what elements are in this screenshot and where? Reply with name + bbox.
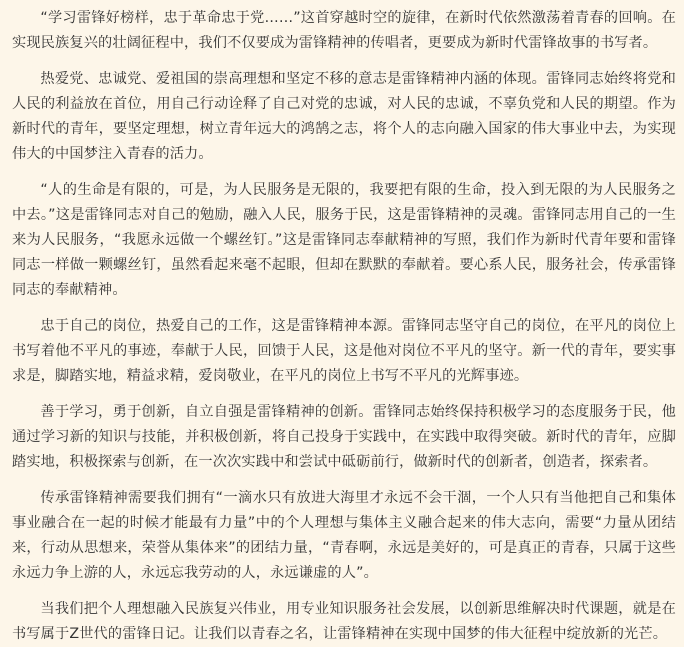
paragraph-conclusion: 当我们把个人理想融入民族复兴伟业，用专业知识服务社会发展，以创新思维解决时代课题，就是在书写属于Z世代的雷锋日记。让我们以青春之名，让雷锋精神在实现中国梦的伟大征程中绽放新的光芒。	[12, 601, 676, 642]
paragraph-dedication: 忠于自己的岗位，热爱自己的工作，这是雷锋精神本源。雷锋同志坚守自己的岗位，在平凡的岗位上书写着他不平凡的事迹，奉献于人民，回馈于人民，这是他对岗位不平凡的坚守。新一代的青年，要实事求是，脚踏实地，精益求精，爱岗敬业，在平凡的岗位上书写不平凡的光辉事迹。	[12, 318, 676, 384]
paragraph-collective: 传承雷锋精神需要我们拥有“一滴水只有放进大海里才永远不会干涸，一个人只有当他把自己和集体事业融合在一起的时候才能最有力量”中的个人理想与集体主义融合起来的伟大志向，需要“力量从团结来，行动从思想来，荣誉从集体来”的团结力量，“青春啊，永远是美好的，可是真正的青春，只属于这些永远力争上游的人，永远忘我劳动的人，永远谦虚的人”。	[12, 490, 676, 581]
paragraph-serve-people: “人的生命是有限的，可是，为人民服务是无限的，我要把有限的生命，投入到无限的为人民服务之中去。”这是雷锋同志对自己的勉励，融入人民，服务于民，这是雷锋精神的灵魂。雷锋同志用自己的一生来为人民服务，“我愿永远做一个螺丝钉。”这是雷锋同志奉献精神的写照，我们作为新时代青年要和雷锋同志一样做一颗螺丝钉，虽然看起来毫不起眼，但却在默默的奉献着。要心系人民，服务社会，传承雷锋同志的奉献精神。	[12, 182, 676, 298]
paragraph-loyalty: 热爱党、忠诚党、爱祖国的崇高理想和坚定不移的意志是雷锋精神内涵的体现。雷锋同志始终将党和人民的利益放在首位，用自己行动诠释了自己对党的忠诚，对人民的忠诚，不辜负党和人民的期望。作为新时代的青年，要坚定理想，树立青年远大的鸿鹄之志，将个人的志向融入国家的伟大事业中去，为实现伟大的中国梦注入青春的活力。	[12, 71, 676, 162]
paragraph-innovation: 善于学习，勇于创新，自立自强是雷锋精神的创新。雷锋同志始终保持积极学习的态度服务于民，他通过学习新的知识与技能，并积极创新，将自己投身于实践中，在实践中取得突破。新时代的青年，应脚踏实地，积极探索与创新，在一次次实践中和尝试中砥砺前行，做新时代的创新者，创造者，探索者。	[12, 404, 676, 470]
paragraph-intro: “学习雷锋好榜样，忠于革命忠于党……”这首穿越时空的旋律，在新时代依然激荡着青春的回响。在实现民族复兴的壮阔征程中，我们不仅要成为雷锋精神的传唱者，更要成为新时代雷锋故事的书写者。	[12, 10, 676, 51]
